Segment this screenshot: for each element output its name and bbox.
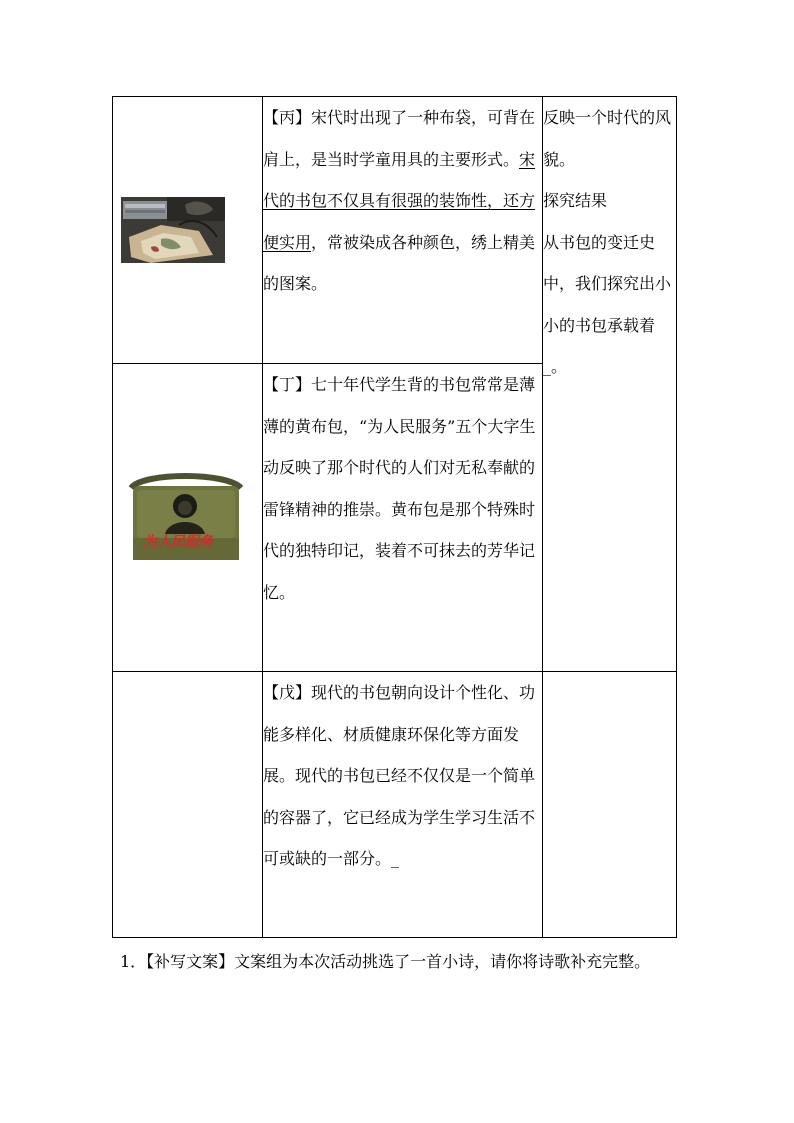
row-text-end: ，常被染成各种颜色，绣上精美的图案。 (263, 232, 536, 293)
bag-print-text: 为人民服务 (143, 534, 213, 550)
text-cell: 【戊】现代的书包朝向设计个性化、功能多样化、材质健康环保化等方面发展。现代的书包已经不仅仅是一个简单的容器了，它已经成为学生学习生活不可或缺的一部分。_ (263, 672, 543, 938)
song-dynasty-bag-photo (121, 197, 225, 263)
side-cell (543, 97, 677, 672)
image-cell (113, 97, 263, 364)
table-row (113, 672, 677, 938)
result-text: 从书包的变迁史中，我们探究出小小的书包承载着_。 (543, 232, 672, 376)
question-block (120, 943, 695, 981)
table-row (113, 97, 677, 364)
question-text: 1．【补写文案】文案组为本次活动挑选了一首小诗，请你将诗歌补充完整。 (120, 952, 651, 971)
text-cell (263, 97, 543, 364)
side-cell-empty (543, 672, 677, 938)
image-cell (113, 672, 263, 938)
activity-table (112, 96, 677, 938)
text-cell: 【丁】七十年代学生背的书包常常是薄薄的黄布包，“为人民服务”五个大字生动反映了那个时代的人们对无私奉献的雷锋精神的推崇。黄布包是那个特殊时代的独特印记，装着不可抹去的芳华记忆。 (263, 364, 543, 672)
row-text-start: 【丙】宋代时出现了一种布袋，可背在肩上，是当时学童用具的主要形式。 (263, 108, 536, 169)
section-heading: 探究结果 (543, 191, 608, 210)
yellow-bag-photo (123, 470, 247, 568)
underlined-phrase: 宋代的书包不仅具有很强的装饰性，还方便实用 (263, 149, 536, 252)
side-text: 反映一个时代的风貌。 (543, 108, 672, 169)
image-cell (113, 364, 263, 672)
